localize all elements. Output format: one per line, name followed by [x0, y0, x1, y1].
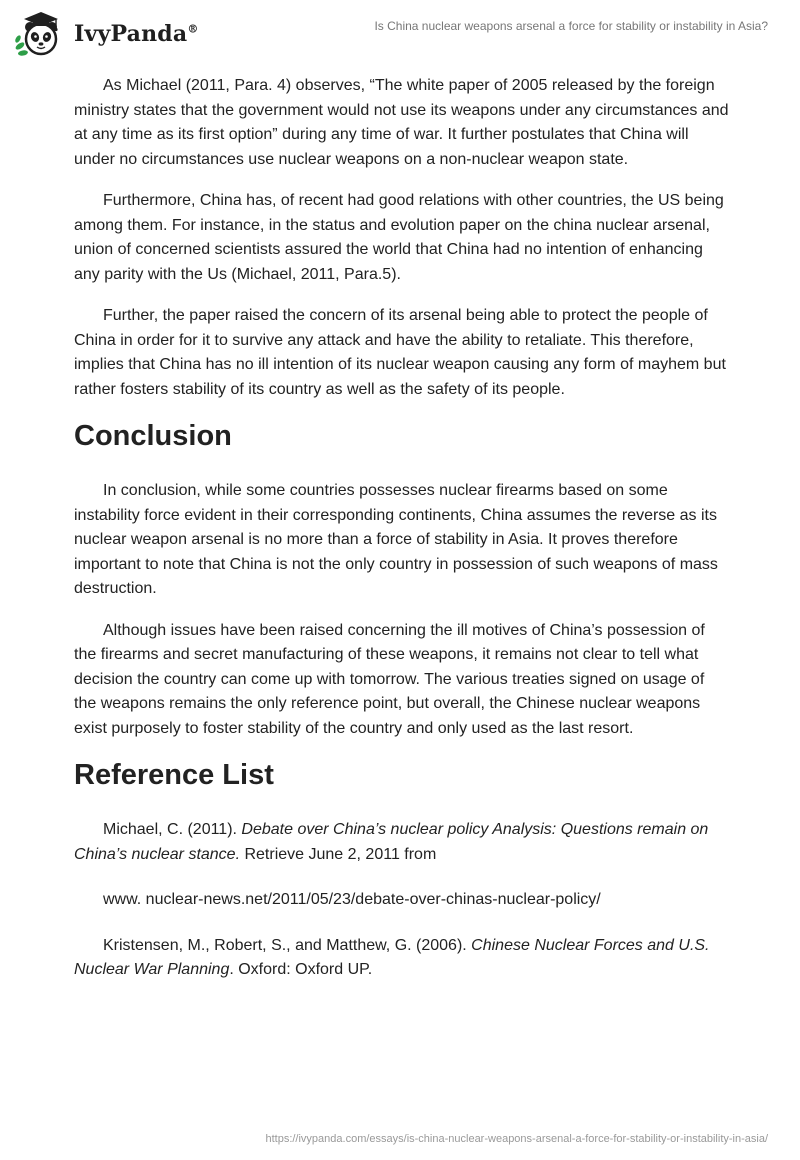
paragraph-3: Further, the paper raised the concern of its arsenal being able to protect the people of China in order for it to survive any attack and have the ability to retaliate. This therefore, implies that China has no ill intention of its nuclear weapon causing any form of mayhem but rather fosters stability of its country as well as the safety of its people. [74, 307, 726, 398]
conclusion-paragraph-2: Although issues have been raised concerning the ill motives of China’s possession of the firearms and secret manufacturing of these weapons, it remains not clear to tell what decision the country can come up with tomorrow. The various treaties signed on usage of the weapons remains the only reference point, but overall, the Chinese nuclear weapons exist purposely to foster stability of the country and only used as the last resort. [74, 621, 705, 737]
footer-url: https://ivypanda.com/essays/is-china-nuclear-weapons-arsenal-a-force-for-stability-or-instability-in-asia/ [265, 1133, 768, 1145]
registered-mark: ® [187, 22, 199, 36]
reference-2-authors: Kristensen, M., Robert, S., and Matthew, G. (2006). [103, 936, 472, 954]
essay-body [74, 74, 729, 1004]
reference-1-title: Debate over China’s nuclear policy Analysis: Questions remain on China’s nuclear stance. [74, 821, 709, 863]
conclusion-heading: Conclusion [74, 420, 232, 452]
panda-graduate-icon [14, 10, 68, 58]
paragraph-1: As Michael (2011, Para. 4) observes, “The white paper of 2005 released by the foreign ministry states that the government would not use its weapons under any circumstances and at any time as its first option” during any time of war. It further postulates that China will under no circumstances use nuclear weapons on a non-nuclear weapon state. [74, 77, 729, 168]
reference-1 [74, 818, 729, 867]
conclusion-paragraph-1: In conclusion, while some countries possesses nuclear firearms based on some instability force evident in their corresponding continents, China assumes the reverse as its nuclear weapon arsenal is no more than a force of stability in Asia. It proves therefore important to note that China is not the only country in possession of such weapons of mass destruction. [74, 482, 718, 597]
reference-1-retrieved: Retrieve June 2, 2011 from [240, 845, 437, 863]
brand-name: IvyPanda® [74, 21, 199, 47]
reference-2-publisher: . Oxford: Oxford UP. [229, 961, 373, 978]
reference-2 [74, 934, 729, 983]
ivypanda-logo[interactable] [14, 10, 199, 58]
reference-1-authors: Michael, C. (2011). [103, 821, 242, 838]
reference-1-url: www. nuclear-news.net/2011/05/23/debate-over-chinas-nuclear-policy/ [103, 891, 601, 908]
page-header [0, 0, 800, 70]
document-title: Is China nuclear weapons arsenal a force for stability or instability in Asia? [374, 19, 768, 33]
references-heading: Reference List [74, 759, 274, 791]
paragraph-2: Furthermore, China has, of recent had good relations with other countries, the US being among them. For instance, in the status and evolution paper on the china nuclear arsenal, union of concerned scientists assured the world that China had no intention of enhancing any parity with the Us (Michael, 2011, Para.5). [74, 192, 724, 283]
reference-2-title: Chinese Nuclear Forces and U.S. Nuclear War Planning [74, 936, 710, 978]
